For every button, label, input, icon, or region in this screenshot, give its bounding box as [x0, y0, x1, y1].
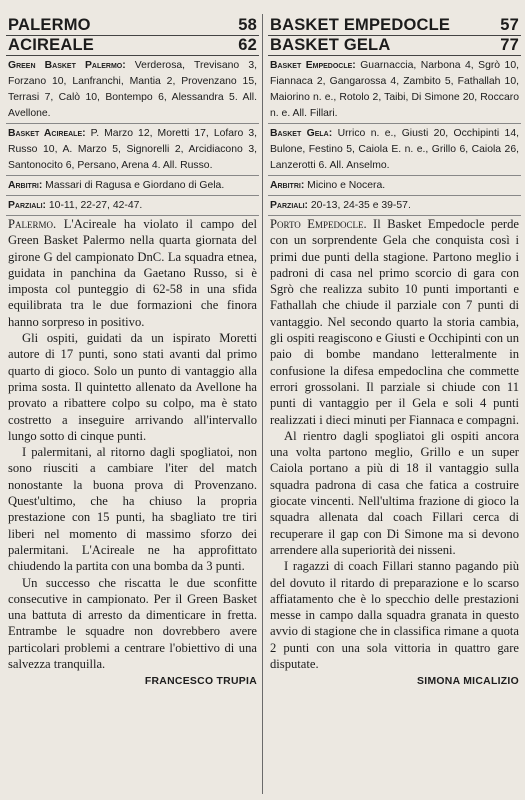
partials-text: 10-11, 22-27, 42-47.	[46, 200, 143, 211]
partial-scores	[6, 196, 259, 216]
score-row-away	[268, 36, 521, 56]
paragraph: Palermo. L'Acireale ha violato il campo del Green Basket Palermo nella quarta giornata del girone G del campionato DnC. La squadra etnea, guidata in panchina da Gaetano Russo, si è imposta col punteggio di 62-58 in una sfida equilibrata tra le due formazioni che finora hanno sorpreso in positivo.	[8, 217, 257, 329]
partials-label: Parziali:	[270, 200, 308, 211]
paragraph: Un successo che riscatta le due sconfitte consecutive in campionato. Per il Green Basket una battuta di arresto da dimenticare in fretta. Entrambe le squadre non dovrebbero avere particolari problemi a centrare l'obiettivo di una salvezza tranquilla.	[8, 575, 257, 672]
partial-scores	[268, 196, 521, 216]
team-score: 58	[238, 16, 257, 34]
team-name: BASKET EMPEDOCLE	[270, 16, 451, 34]
team-score: 57	[500, 16, 519, 34]
team-score: 62	[238, 36, 257, 54]
referees-label: Arbitri:	[270, 180, 305, 191]
lineup-label: Basket Gela:	[270, 128, 333, 139]
lineup-players: Verderosa, Trevisano 3, Forzano 10, Lanfranchi, Mantia 2, Provenzano 15, Terrasi 7, Calò 10, Bontempo 6, Alessandra 5. All. Avellone.	[8, 60, 257, 119]
lineup-away	[6, 124, 259, 176]
lineup-away	[268, 124, 521, 176]
score-row-home	[6, 14, 259, 36]
referees-text: Massari di Ragusa e Giordano di Gela.	[42, 180, 225, 191]
paragraph: I palermitani, al ritorno dagli spogliatoi, non sono riusciti a cambiare l'iter del match nonostante la buona prova di Provenzano. Quest'ultimo, che ha chiuso la propria prestazione con 15 punti, ha sbagliato tre tiri liberi nel momento di massimo sforzo dei palermitani. L'Acireale ne ha approfittato chiudendo la partita con una bomba da 3 punti.	[8, 445, 257, 574]
team-name: BASKET GELA	[270, 36, 391, 54]
team-name: PALERMO	[8, 16, 91, 34]
lineup-players: P. Marzo 12, Moretti 17, Lofaro 3, Russo 10, A. Marzo 5, Signorelli 2, Arcidiacono 3, Santonocito 6, Persano, Arena 4. All. Russo.	[8, 128, 257, 171]
team-name: ACIREALE	[8, 36, 94, 54]
lineup-label: Basket Empedocle:	[270, 60, 356, 71]
score-row-away	[6, 36, 259, 56]
lineup-players: Guarnaccia, Narbona 4, Sgrò 10, Fiannaca 2, Gangarossa 4, Zambito 5, Fathallah 10, Maiorino n. e., Rotolo 2, Taibi, Di Simone 20, Roccaro n. e. All. Fillari.	[270, 60, 519, 119]
score-row-home	[268, 14, 521, 36]
paragraph: I ragazzi di coach Fillari stanno pagando più del dovuto il ritardo di preparazione e lo scarso affiatamento che è lo specchio delle prestazioni messe in campo dalla squadra granata in questo avvio di stagione che in classifica rimane a quota 2 punti con una sola vittoria in quattro gare disputate.	[270, 559, 519, 672]
dateline: Porto Empedocle.	[270, 217, 367, 231]
byline: FRANCESCO TRUPIA	[144, 676, 257, 688]
lineup-home	[6, 56, 259, 124]
referees-label: Arbitri:	[8, 180, 43, 191]
column-divider	[262, 14, 263, 794]
paragraph: Al rientro dagli spogliatoi gli ospiti ancora una volta partono meglio, Grillo e un super Caiola portano a più di 18 il vantaggio sulla squadra padrona di casa che fatica a costruire giocate vincenti. Nell'ultima frazione di gioco la squadra allenata dal coach Fillari cerca di recuperare il gap con Di Simone ma si devono arrendere alla superiorità dei nisseni.	[270, 428, 519, 557]
dateline: Palermo.	[8, 217, 57, 231]
partials-text: 20-13, 24-35 e 39-57.	[308, 200, 411, 211]
team-score: 77	[500, 36, 519, 54]
article-body	[268, 216, 521, 672]
article-empedocle-gela	[268, 14, 521, 800]
referees	[6, 176, 259, 196]
lineup-label: Basket Acireale:	[8, 128, 86, 139]
paragraph: Gli ospiti, guidati da un ispirato Moretti autore di 17 punti, sono stati avanti dal primo quarto di gioco. Solo un punto di vantaggio alla prima sosta. Il quintetto allenato da Avellone ha provato a ribattere colpo su colpo, ma è stato costretto a inseguire arrivando all'intervallo lungo sotto di cinque punti.	[8, 331, 257, 443]
partials-label: Parziali:	[8, 200, 46, 211]
referees	[268, 176, 521, 196]
article-body	[6, 216, 259, 672]
paragraph: Porto Empedocle. Il Basket Empedocle perde con un sorprendente Gela che conquista così i primi due punti della stagione. Partono meglio i padroni di casa nel primo scorcio di gara con Sgrò che realizza subito 10 punti importanti e Fathallah che chiude il parziale con 7 punti di vantaggio. Nel secondo quarto la storia cambia, gli ospiti reagiscono e Giusti e Occhipinti con un paio di bombe mandano letteralmente in confusione la difesa empedoclina che commette errori grossolani. Il parziale si chiude con 11 punti di vantaggio per il Gela e soli 4 punti realizzati i dieci minuti per Fiannaca e compagni.	[270, 217, 519, 427]
lineup-players: Urrico n. e., Giusti 20, Occhipinti 14, Bulone, Festino 5, Caiola E. n. e., Grillo 6, Caiola 26, Lanzerotti 6. All. Anselmo.	[270, 128, 519, 171]
article-palermo-acireale	[6, 14, 259, 800]
lineup-home	[268, 56, 521, 124]
byline: SIMONA MICALIZIO	[417, 676, 519, 688]
referees-text: Micino e Nocera.	[304, 180, 386, 191]
lineup-label: Green Basket Palermo:	[8, 60, 126, 71]
